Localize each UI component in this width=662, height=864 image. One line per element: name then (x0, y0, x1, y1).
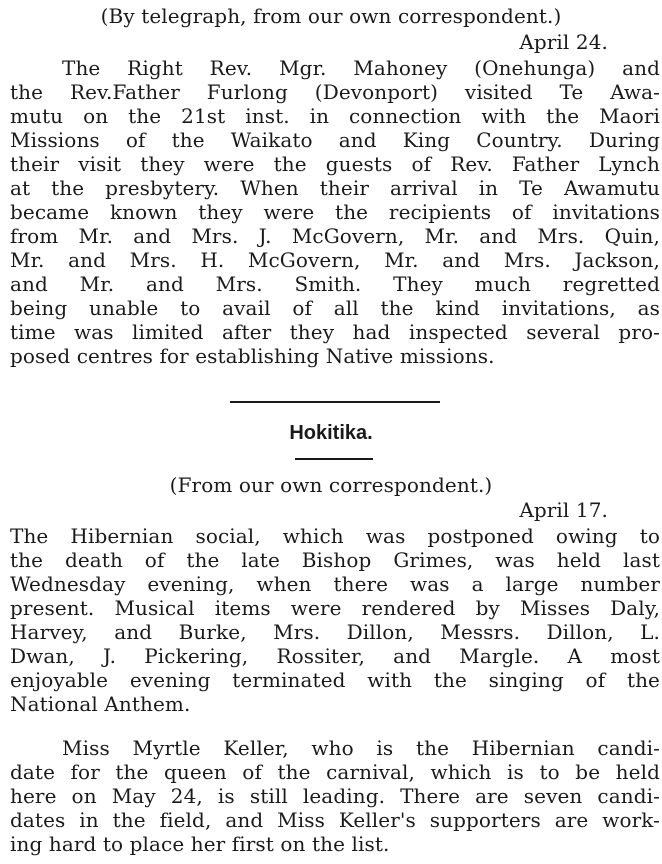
article-2-para-2-line: here on May 24, is still leading. There are seven candi- (10, 784, 660, 808)
section-divider-rule (230, 401, 440, 403)
article-2-para-1-line: Harvey, and Burke, Mrs. Dillon, Messrs. Dillon, L. (10, 620, 660, 644)
article-2-para-2-line: Miss Myrtle Keller, who is the Hibernian candi- (62, 736, 660, 760)
article-1-line: at the presbytery. When their arrival in Te Awamutu (10, 176, 660, 200)
article-2-para-2-line: dates in the field, and Miss Keller's supporters are work- (10, 808, 660, 832)
article-2-para-2-line: ing hard to place her first on the list. (10, 832, 390, 856)
article-1-line: from Mr. and Mrs. J. McGovern, Mr. and Mrs. Quin, (10, 224, 660, 248)
article-1-line: posed centres for establishing Native missions. (10, 344, 495, 368)
article-2-date: April 17. (519, 498, 608, 522)
section-heading: Hokitika. (289, 422, 373, 444)
article-1-line: time was limited after they had inspected several pro- (10, 320, 660, 344)
article-1-line: became known they were the recipients of invitations (10, 200, 660, 224)
article-2-para-1-line: Dwan, J. Pickering, Rossiter, and Margle. A most (10, 644, 660, 668)
article-1-line: and Mr. and Mrs. Smith. They much regretted (10, 272, 660, 296)
article-2-para-1-line: the death of the late Bishop Grimes, was held last (10, 548, 660, 572)
article-1-line: The Right Rev. Mgr. Mahoney (Onehunga) and (62, 56, 660, 80)
article-2-para-1-line: Wednesday evening, when there was a large number (10, 572, 660, 596)
heading-underline-rule (295, 458, 373, 460)
article-1-line: being unable to avail of all the kind invitations, as (10, 296, 660, 320)
article-1-line: Mr. and Mrs. H. McGovern, Mr. and Mrs. Jackson, (10, 248, 660, 272)
article-1-line: mutu on the 21st inst. in connection with the Maori (10, 104, 660, 128)
article-1-line: the Rev.Father Furlong (Devonport) visited Te Awa- (10, 80, 660, 104)
article-1-date: April 24. (519, 30, 608, 54)
article-2-para-2-line: date for the queen of the carnival, which is to be held (10, 760, 660, 784)
article-1-line: their visit they were the guests of Rev. Father Lynch (10, 152, 660, 176)
article-2-para-1-line: The Hibernian social, which was postponed owing to (10, 524, 660, 548)
article-2-byline: (From our own correspondent.) (169, 473, 493, 497)
article-1-byline: (By telegraph, from our own correspondent.) (100, 4, 562, 28)
article-2-para-1-line: National Anthem. (10, 692, 191, 716)
article-1-line: Missions of the Waikato and King Country. During (10, 128, 660, 152)
article-2-para-1-line: enjoyable evening terminated with the singing of the (10, 668, 660, 692)
article-2-para-1-line: present. Musical items were rendered by Misses Daly, (10, 596, 660, 620)
